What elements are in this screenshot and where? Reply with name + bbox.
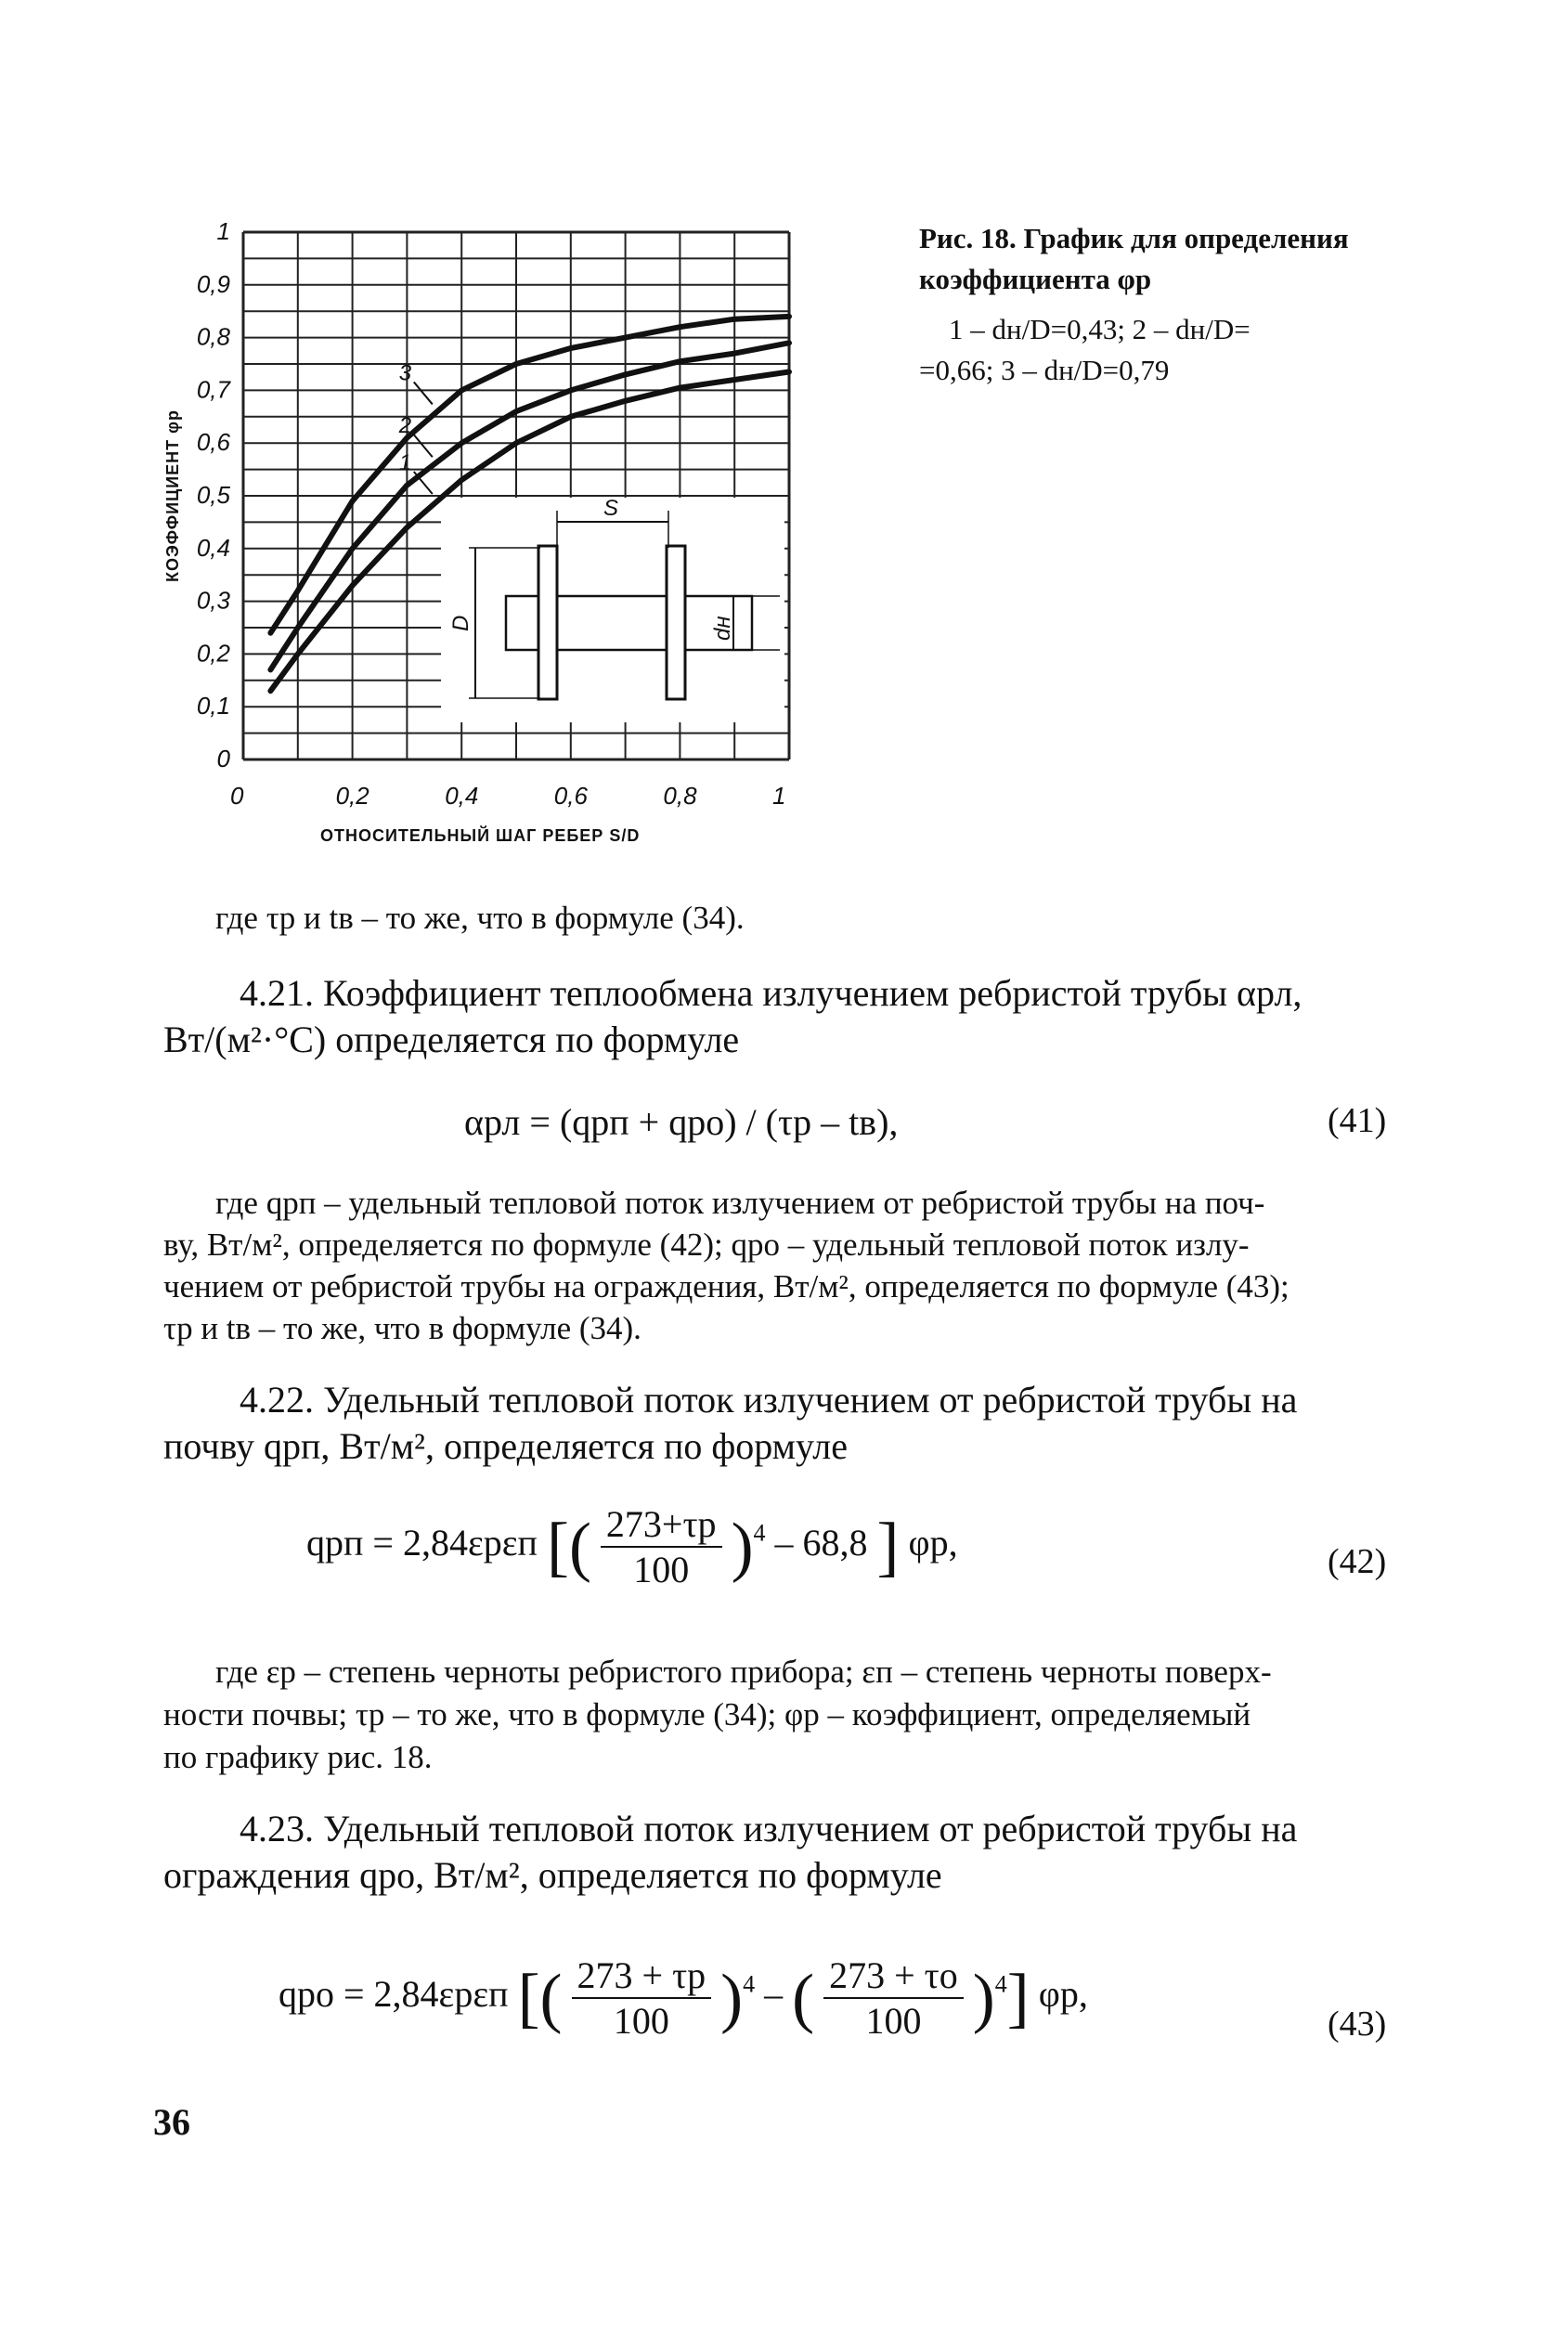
x-tick-label: 0,2 (335, 782, 369, 810)
figure-caption-title: Рис. 18. График для определения (919, 222, 1349, 254)
x-axis-label: ОТНОСИТЕЛЬНЫЙ ШАГ РЕБЕР S/D (320, 826, 641, 845)
formula-42-bracket-open: [( (546, 1509, 591, 1584)
section-4-23-line-1: 4.23. Удельный тепловой поток излучением от ребристой трубы на (240, 1808, 1298, 1849)
formula-42-tail: φр, (908, 1522, 958, 1564)
formula-43-numerator-2: 273 + τо (823, 1953, 964, 1999)
formula-43-paren-close-1: ) (720, 1960, 744, 2035)
y-tick-label: 0,2 (196, 639, 230, 668)
paragraph-41-line-4: τр и tв – то же, что в формуле (34). (163, 1310, 641, 1346)
inset-gap (466, 506, 784, 513)
formula-41-number: (41) (1328, 1101, 1387, 1140)
section-4-22-line-2: почву qрп, Вт/м², определяется по формуле (163, 1425, 848, 1467)
y-tick-label: 0,8 (196, 322, 230, 351)
paragraph-41-line-2: ву, Вт/м², определяется по формуле (42); qро – удельный тепловой поток излу- (163, 1226, 1250, 1263)
x-tick-label: 0 (230, 782, 244, 810)
section-4-23-line-2: ограждения qро, Вт/м², определяется по формуле (163, 1854, 942, 1896)
formula-42-number: (42) (1328, 1542, 1387, 1581)
y-axis-label: КОЭФФИЦИЕНТ φр (163, 409, 182, 582)
x-tick-label: 1 (772, 782, 786, 810)
y-tick-label: 0 (216, 745, 230, 772)
curve-label-1: 1 (398, 450, 412, 475)
s-dimension-label: S (603, 496, 619, 521)
formula-43-fraction-1 (572, 1953, 712, 2043)
figure-caption-title-2: коэффициента φp (919, 263, 1152, 295)
formula-42: qрп = 2,84εрεп [( $\frac{273+\tau р}{100}$ )$^4$ – 68,8 ] φр, (306, 1503, 958, 1590)
x-tick-label: 0,8 (663, 782, 697, 810)
formula-43-denominator-2: 100 (865, 2000, 922, 2042)
formula-43-fraction-2 (823, 1953, 964, 2043)
y-tick-label: 0,4 (196, 533, 230, 562)
formula-42-bracket-close: ] (876, 1509, 900, 1584)
formula-43-lhs: qро = 2,84εрεп (279, 1973, 509, 2016)
section-4-21-line-2: Вт/(м²·°С) определяется по формуле (163, 1019, 740, 1060)
section-4-22-line-1: 4.22. Удельный тепловой поток излучением от ребристой трубы на (240, 1379, 1298, 1421)
formula-42-rest: – 68,8 (774, 1522, 868, 1564)
formula-42-denominator: 100 (633, 1549, 690, 1590)
formula-43-numerator-1: 273 + τр (572, 1953, 712, 1999)
paragraph-41-line-1: где qрп – удельный тепловой поток излучением от ребристой трубы на поч- (215, 1185, 1265, 1221)
y-tick-label: 1 (216, 217, 230, 245)
formula-43: qро = 2,84εрεп [( $\frac{273 + \tau р}{100}$ )$^4$ – ( $\frac{273 + \tau о}{100}$ )$^4$] φр, (279, 1954, 1088, 2042)
page-number: 36 (153, 2101, 190, 2143)
curve-label-2: 2 (398, 413, 412, 439)
figure-18-chart (0, 0, 1568, 928)
d-dimension-label: D (448, 615, 473, 631)
paragraph-42-line-1: где εр – степень черноты ребристого прибора; εп – степень черноты поверх- (215, 1654, 1272, 1690)
curve-leader-3 (414, 382, 433, 404)
fin-left (538, 546, 557, 699)
y-tick-label: 0,5 (196, 481, 230, 509)
x-tick-label: 0,4 (445, 782, 479, 810)
paragraph-42-line-2: ности почвы; τр – то же, что в формуле (34); φр – коэффициент, определяемый (163, 1696, 1251, 1733)
formula-41: αрл = (qрп + qро) / (τр – tв), (464, 1101, 899, 1143)
formula-42-fraction (601, 1502, 722, 1591)
formula-42-lhs: qрп = 2,84εрεп (306, 1522, 538, 1564)
formula-43-bracket-close: ) (972, 1960, 995, 2035)
fin-pipe-inset-drawing (441, 496, 784, 722)
formula-42-paren-close: ) (731, 1509, 754, 1584)
formula-43-bracket-close-2: ] (1006, 1960, 1030, 2035)
y-tick-label: 0,3 (196, 586, 230, 615)
x-tick-label: 0,6 (553, 782, 588, 810)
formula-43-number: (43) (1328, 2005, 1387, 2044)
curve-leader-2 (414, 435, 433, 457)
figure-caption-legend-1: 1 – dн/D=0,43; 2 – dн/D= (949, 313, 1251, 345)
formula-42-numerator: 273+τр (601, 1502, 722, 1548)
fin-right (667, 546, 685, 699)
y-tick-label: 0,1 (196, 692, 230, 720)
figure-caption-legend-2: =0,66; 3 – dн/D=0,79 (919, 354, 1170, 386)
y-tick-label: 0,9 (196, 269, 230, 298)
formula-43-minus: – (764, 1973, 784, 2016)
formula-43-paren-open-2: ( (792, 1960, 815, 2035)
curve-label-3: 3 (398, 360, 412, 386)
dh-dimension-label: dн (710, 616, 735, 641)
paragraph-41-line-3: чением от ребристой трубы на ограждения, Вт/м², определяется по формуле (43); (163, 1268, 1289, 1304)
y-tick-label: 0,6 (196, 428, 230, 457)
paragraph-where-tau: где τр и tв – то же, что в формуле (34). (215, 900, 745, 936)
formula-43-bracket-open: [( (517, 1960, 563, 2035)
section-4-21-line-1: 4.21. Коэффициент теплообмена излучением ребристой трубы αрл, (240, 972, 1302, 1014)
formula-43-tail: φр, (1038, 1973, 1088, 2016)
paragraph-42-line-3: по графику рис. 18. (163, 1739, 433, 1775)
y-tick-label: 0,7 (196, 375, 230, 404)
formula-43-denominator-1: 100 (613, 2000, 669, 2042)
